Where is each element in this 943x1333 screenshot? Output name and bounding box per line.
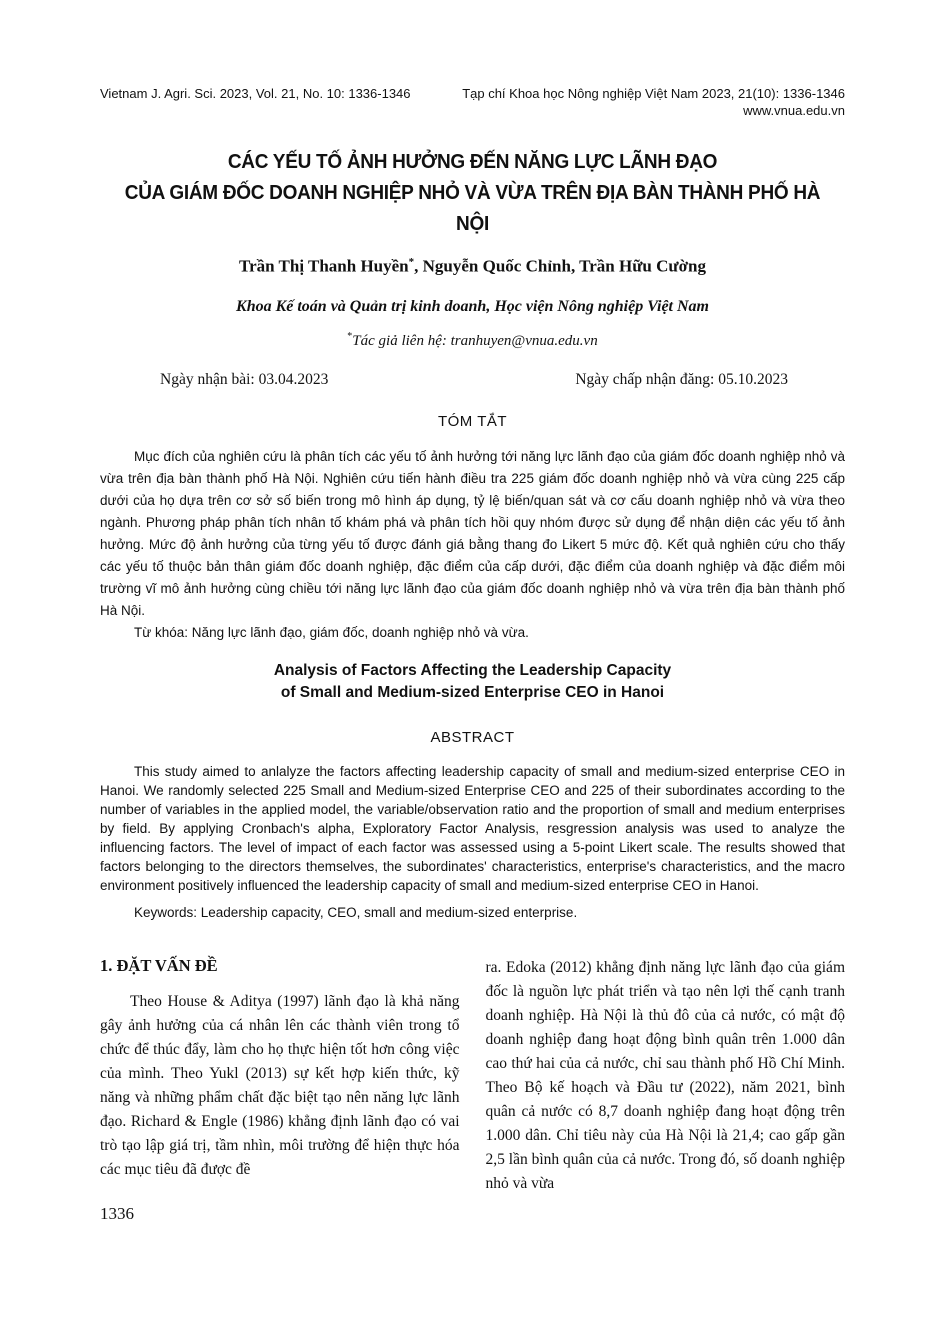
article-title-vi xyxy=(119,147,827,240)
abstract-vi-text: Mục đích của nghiên cứu là phân tích các yếu tố ảnh hưởng tới năng lực lãnh đạo của giám đốc doanh nghiệp nhỏ và vừa trên địa bàn thành phố Hà Nội. Nghiên cứu tiến hành điều tra 225 giám đốc doanh nghiệp nhỏ và vừa cùng 225 cấp dưới của họ dựa trên cơ sở số biến trong mô hình áp dụng, tỷ lệ biến/quan sát và cơ cấu doanh nghiệp nhỏ và vừa theo ngành. Phương pháp phân tích nhân tố khám phá và phân tích hồi quy nhóm được sử dụng để nhận diện các yếu tố ảnh hưởng. Mức độ ảnh hưởng của từng yếu tố được đánh giá bằng thang đo Likert 5 mức độ. Kết quả nghiên cứu cho thấy các yếu tố thuộc bản thân giám đốc doanh nghiệp, đặc điểm của cấp dưới, đặc điểm của doanh nghiệp và đặc điểm môi trường vĩ mô ảnh hưởng cùng chiều tới năng lực lãnh đạo của giám đốc doanh nghiệp nhỏ và vừa trên địa bàn thành phố Hà Nội. xyxy=(100,448,845,618)
journal-citation-vi: Tạp chí Khoa học Nông nghiệp Việt Nam 2023, 21(10): 1336-1346 xyxy=(462,86,845,101)
date-received: Ngày nhận bài: 03.04.2023 xyxy=(160,370,329,388)
column-left xyxy=(100,956,460,1196)
journal-citation-left: Vietnam J. Agri. Sci. 2023, Vol. 21, No. 10: 1336-1346 xyxy=(100,86,411,101)
abstract-vi-heading: TÓM TẮT xyxy=(437,412,508,430)
corresponding-author-marker: * xyxy=(408,256,415,268)
affiliation: Khoa Kế toán và Quản trị kinh doanh, Học viện Nông nghiệp Việt Nam xyxy=(236,297,709,315)
journal-citation-right xyxy=(462,85,845,119)
body-columns xyxy=(100,956,845,1196)
article-title-vi-line2: CỦA GIÁM ĐỐC DOANH NGHIỆP NHỎ VÀ VỪA TRÊN ĐỊA BÀN THÀNH PHỐ HÀ NỘI xyxy=(124,182,821,235)
author-rest: , Nguyễn Quốc Chỉnh, Trần Hữu Cường xyxy=(414,256,706,276)
column-left-text: Theo House & Aditya (1997) lãnh đạo là khả năng gây ảnh hưởng của cá nhân lên các thành viên trong tổ chức để thúc đẩy, làm cho họ thực hiện tốt hơn công việc của mình. Theo Yukl (2013) sự kết hợp kiến thức, kỹ năng và những phẩm chất đặc biệt tạo nên năng lực lãnh đạo. Richard & Engle (1986) khẳng định lãnh đạo có vai trò tạo lập giá trị, tầm nhìn, môi trường để hiện thực hóa các mục tiêu đã được đề xyxy=(100,992,460,1178)
article-title-en-line1: Analysis of Factors Affecting the Leadership Capacity xyxy=(273,661,672,679)
keywords-vi: Từ khóa: Năng lực lãnh đạo, giám đốc, doanh nghiệp nhỏ và vừa. xyxy=(134,624,529,640)
dates-row xyxy=(100,371,845,389)
abstract-en-heading: ABSTRACT xyxy=(430,728,515,746)
author-list xyxy=(100,256,845,277)
author-first: Trần Thị Thanh Huyền xyxy=(239,256,409,276)
keywords-en: Keywords: Leadership capacity, CEO, small and medium-sized enterprise. xyxy=(134,904,578,920)
journal-header xyxy=(100,85,845,119)
correspondence-line xyxy=(100,331,845,350)
correspondence-email: Tác giả liên hệ: tranhuyen@vnua.edu.vn xyxy=(352,332,598,349)
column-right xyxy=(486,956,846,1196)
article-title-en xyxy=(100,660,845,704)
page-number: 1336 xyxy=(100,1204,134,1223)
section-1-heading: 1. ĐẶT VẤN ĐỀ xyxy=(100,955,218,975)
correspondence-marker: * xyxy=(347,330,353,342)
article-title-vi-line1: CÁC YẾU TỐ ẢNH HƯỞNG ĐẾN NĂNG LỰC LÃNH ĐẠO xyxy=(227,151,718,173)
abstract-en-text: This study aimed to anlalyze the factors affecting leadership capacity of small and medium-sized enterprise CEO in Hanoi. We randomly selected 225 Small and Medium-sized Enterprise CEO and 225 of their subordinates according to the number of variables in the applied model, the variable/observation ratio and the proportion of small and medium enterprises by field. By applying Cronbach's alpha, Exploratory Factor Analysis, resgression analysis was used to analyze the influencing factors. The level of impact of each factor was assessed using a 5-point Likert scale. The results showed that factors belonging to the directors themselves, the subordinates' characteristics, enterprise's characteristics, and the macro environment positively influenced the leadership capacity of small and medium-sized enterprise CEO in Hanoi. xyxy=(100,763,845,893)
journal-url: www.vnua.edu.vn xyxy=(743,103,845,118)
article-title-en-line2: of Small and Medium-sized Enterprise CEO in Hanoi xyxy=(280,683,665,701)
column-right-text: ra. Edoka (2012) khẳng định năng lực lãnh đạo của giám đốc là nguồn lực phát triển và tạo nên lợi thế cạnh tranh doanh nghiệp. Hà Nội là thủ đô của cả nước, có mật độ doanh nghiệp đang hoạt động bình quân trên 1.000 dân cao thứ hai của cả nước, chỉ sau thành phố Hồ Chí Minh. Theo Bộ kế hoạch và Đầu tư (2022), năm 2021, bình quân cả nước có 8,7 doanh nghiệp đang hoạt động trên 1.000 dân. Chỉ tiêu này của Hà Nội là 21,4; cao gấp gần 2,5 lần bình quân của cả nước. Trong đó, số doanh nghiệp nhỏ và vừa xyxy=(485,958,845,1192)
date-accepted: Ngày chấp nhận đăng: 05.10.2023 xyxy=(575,370,788,388)
